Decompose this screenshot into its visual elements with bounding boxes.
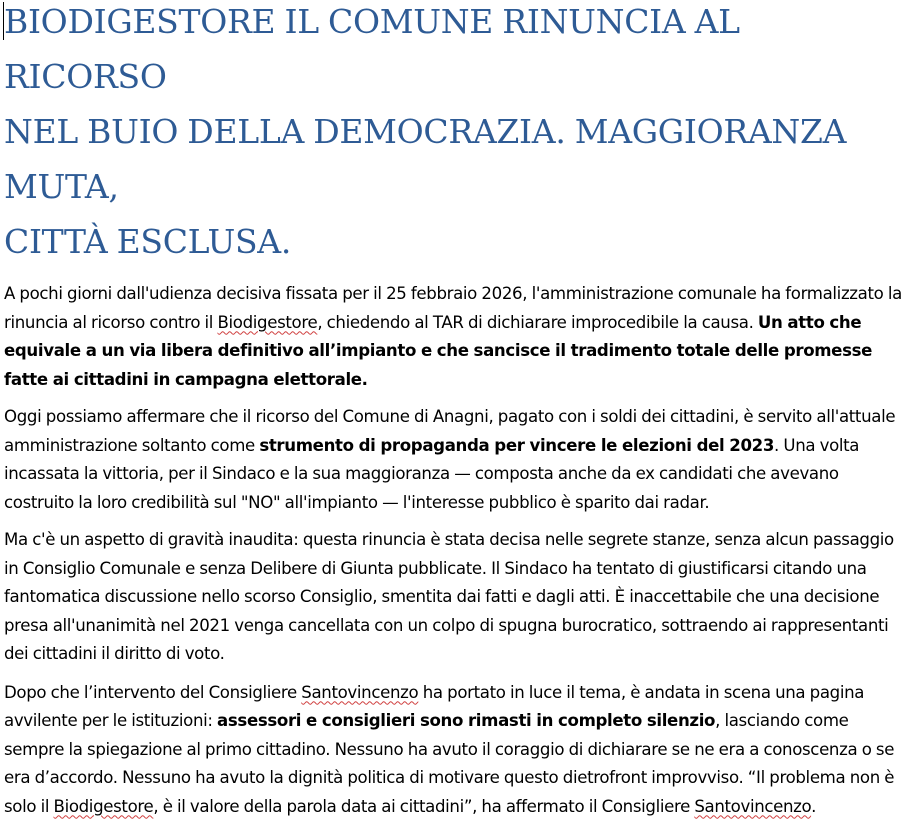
- article-title: [4, 0, 906, 269]
- paragraph-1: [4, 280, 906, 394]
- document-body[interactable]: [4, 0, 906, 821]
- paragraph-text: , lasciando come sempre la spiegazione al primo cittadino. Nessuno ha avuto il coraggio di dichiarare se ne era a conoscenza o se era d’accordo. Nessuno ha avuto la dignità politica di motivare questo dietrofront improvviso. “Il problema non è solo il: [4, 711, 894, 816]
- title-line-3: CITTÀ ESCLUSA.: [4, 214, 906, 269]
- title-line-2: NEL BUIO DELLA DEMOCRAZIA. MAGGIORANZA MUTA,: [4, 104, 906, 214]
- bold-text: assessori e consiglieri sono rimasti in completo silenzio: [217, 711, 715, 730]
- spellcheck-word[interactable]: Biodigestore: [54, 797, 154, 816]
- paragraph-text: . Una volta incassata la vittoria, per il Sindaco e la sua maggioranza — composta anche da ex candidati che avevano costruito la loro credibilità sul "NO" all'impianto — l'interesse pubblico è sparito dai radar.: [4, 436, 859, 512]
- paragraph-3: Ma c'è un aspetto di gravità inaudita: questa rinuncia è stata decisa nelle segrete stanze, senza alcun passaggio in Consiglio Comunale e senza Delibere di Giunta pubblicate. Il Sindaco ha tentato di giustificarsi citando una fantomatica discussione nello scorso Consiglio, smentita dai fatti e dagli atti. È inaccettabile che una decisione presa all'unanimità nel 2021 venga cancellata con un colpo di spugna burocratico, sottraendo ai rappresentanti dei cittadini il diritto di voto.: [4, 526, 906, 669]
- paragraph-text: , è il valore della parola data ai cittadini”, ha affermato il Consigliere: [153, 797, 694, 816]
- spellcheck-word[interactable]: Santovincenzo: [301, 683, 418, 702]
- paragraph-text: ha portato in luce il tema, è andata in scena una pagina avvilente per le istituzioni:: [4, 683, 864, 731]
- bold-text: Un atto che equivale a un via libera definitivo all’impianto e che sancisce il tradimento totale delle promesse fatte ai cittadini in campagna elettorale.: [4, 313, 872, 389]
- spellcheck-word[interactable]: Biodigestore: [218, 313, 318, 332]
- spellcheck-word[interactable]: Santovincenzo: [694, 797, 811, 816]
- paragraph-text: .: [811, 797, 816, 816]
- title-line-1: BIODIGESTORE IL COMUNE RINUNCIA AL RICORSO: [4, 0, 906, 104]
- paragraph-text: Dopo che l’intervento del Consigliere: [4, 683, 301, 702]
- paragraph-text: Oggi possiamo affermare che il ricorso del Comune di Anagni, pagato con i soldi dei cittadini, è servito all'attuale amministrazione soltanto come: [4, 407, 895, 455]
- bold-text: strumento di propaganda per vincere le elezioni del 2023: [259, 436, 774, 455]
- paragraph-4: [4, 679, 906, 821]
- paragraph-2: [4, 403, 906, 517]
- paragraph-text: , chiedendo al TAR di dichiarare improcedibile la causa.: [317, 313, 758, 332]
- paragraph-text: A pochi giorni dall'udienza decisiva fissata per il 25 febbraio 2026, l'amministrazione comunale ha formalizzato la rinuncia al ricorso contro il: [4, 284, 902, 332]
